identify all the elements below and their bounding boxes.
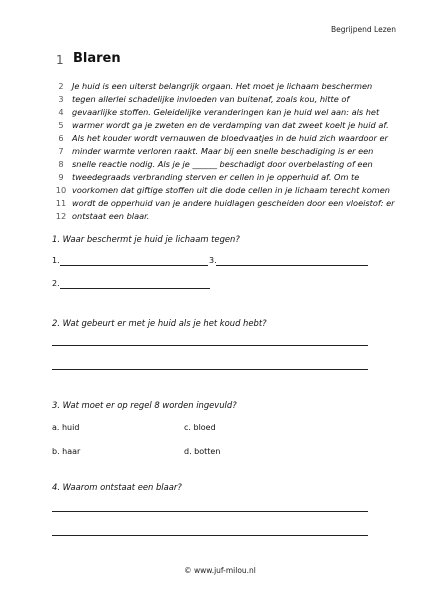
question-1: 1. Waar beschermt je huid je lichaam tegen? [52,234,240,244]
option-b[interactable]: b. haar [52,447,81,456]
line-text: voorkomen dat giftige stoffen uit die dode cellen in je lichaam terecht komen [72,185,391,195]
line-text: tweedegraads verbranding sterven er cellen in je opperhuid af. Om te [72,172,360,182]
answer-blank-3-label: 3. [209,256,217,265]
footer-copyright: © www.juf-milou.nl [184,566,256,575]
line-text: tegen allerlei schadelijke invloeden van buitenaf, zoals kou, hitte of [72,94,350,104]
line-text: warmer wordt ga je zweten en de verdamping van dat zweet koelt je huid af. [72,120,389,130]
line-text: Je huid is een uiterst belangrijk orgaan. Het moet je lichaam beschermen [72,81,373,91]
line-number: 6 [58,133,64,143]
question-3: 3. Wat moet er op regel 8 worden ingevuld? [52,400,237,410]
line-text: gevaarlijke stoffen. Geleidelijke veranderingen kan je huid wel aan: als het [72,107,380,117]
page-title: Blaren [73,51,121,66]
answer-blank-2-label: 2. [52,279,60,288]
question-2: 2. Wat gebeurt er met je huid als je het koud hebt? [52,318,267,328]
answer-line[interactable] [52,369,368,370]
answer-line[interactable] [52,345,368,346]
line-number: 5 [58,120,64,130]
line-text: Als het kouder wordt vernauwen de bloedvaatjes in de huid zich waardoor er [72,133,388,143]
line-number: 2 [58,81,64,91]
line-number: 3 [58,94,64,104]
option-a[interactable]: a. huid [52,423,80,432]
line-text: wordt de opperhuid van je andere huidlagen gescheiden door een vloeistof: er [72,198,395,208]
answer-blank-1-label: 1. [52,256,60,265]
title-line-number: 1 [56,53,64,67]
answer-line-1[interactable] [60,265,208,266]
answer-line[interactable] [52,535,368,536]
line-text: ontstaat een blaar. [72,211,150,221]
question-4: 4. Waarom ontstaat een blaar? [52,482,182,492]
answer-line-3[interactable] [216,265,368,266]
answer-line[interactable] [52,511,368,512]
line-text: minder warmte verloren raakt. Maar bij een snelle beschadiging is er een [72,146,374,156]
header-subject: Begrijpend Lezen [330,25,396,34]
line-number: 7 [58,146,64,156]
line-number: 9 [58,172,64,182]
line-number: 8 [58,159,64,169]
line-text: snelle reactie nodig. Als je je ______ beschadigt door overbelasting of een [72,159,373,169]
line-number: 10 [55,185,67,195]
line-number: 11 [55,198,67,208]
option-d[interactable]: d. botten [184,447,221,456]
answer-line-2[interactable] [60,288,210,289]
option-c[interactable]: c. bloed [184,423,216,432]
line-number: 4 [58,107,64,117]
line-number: 12 [55,211,67,221]
